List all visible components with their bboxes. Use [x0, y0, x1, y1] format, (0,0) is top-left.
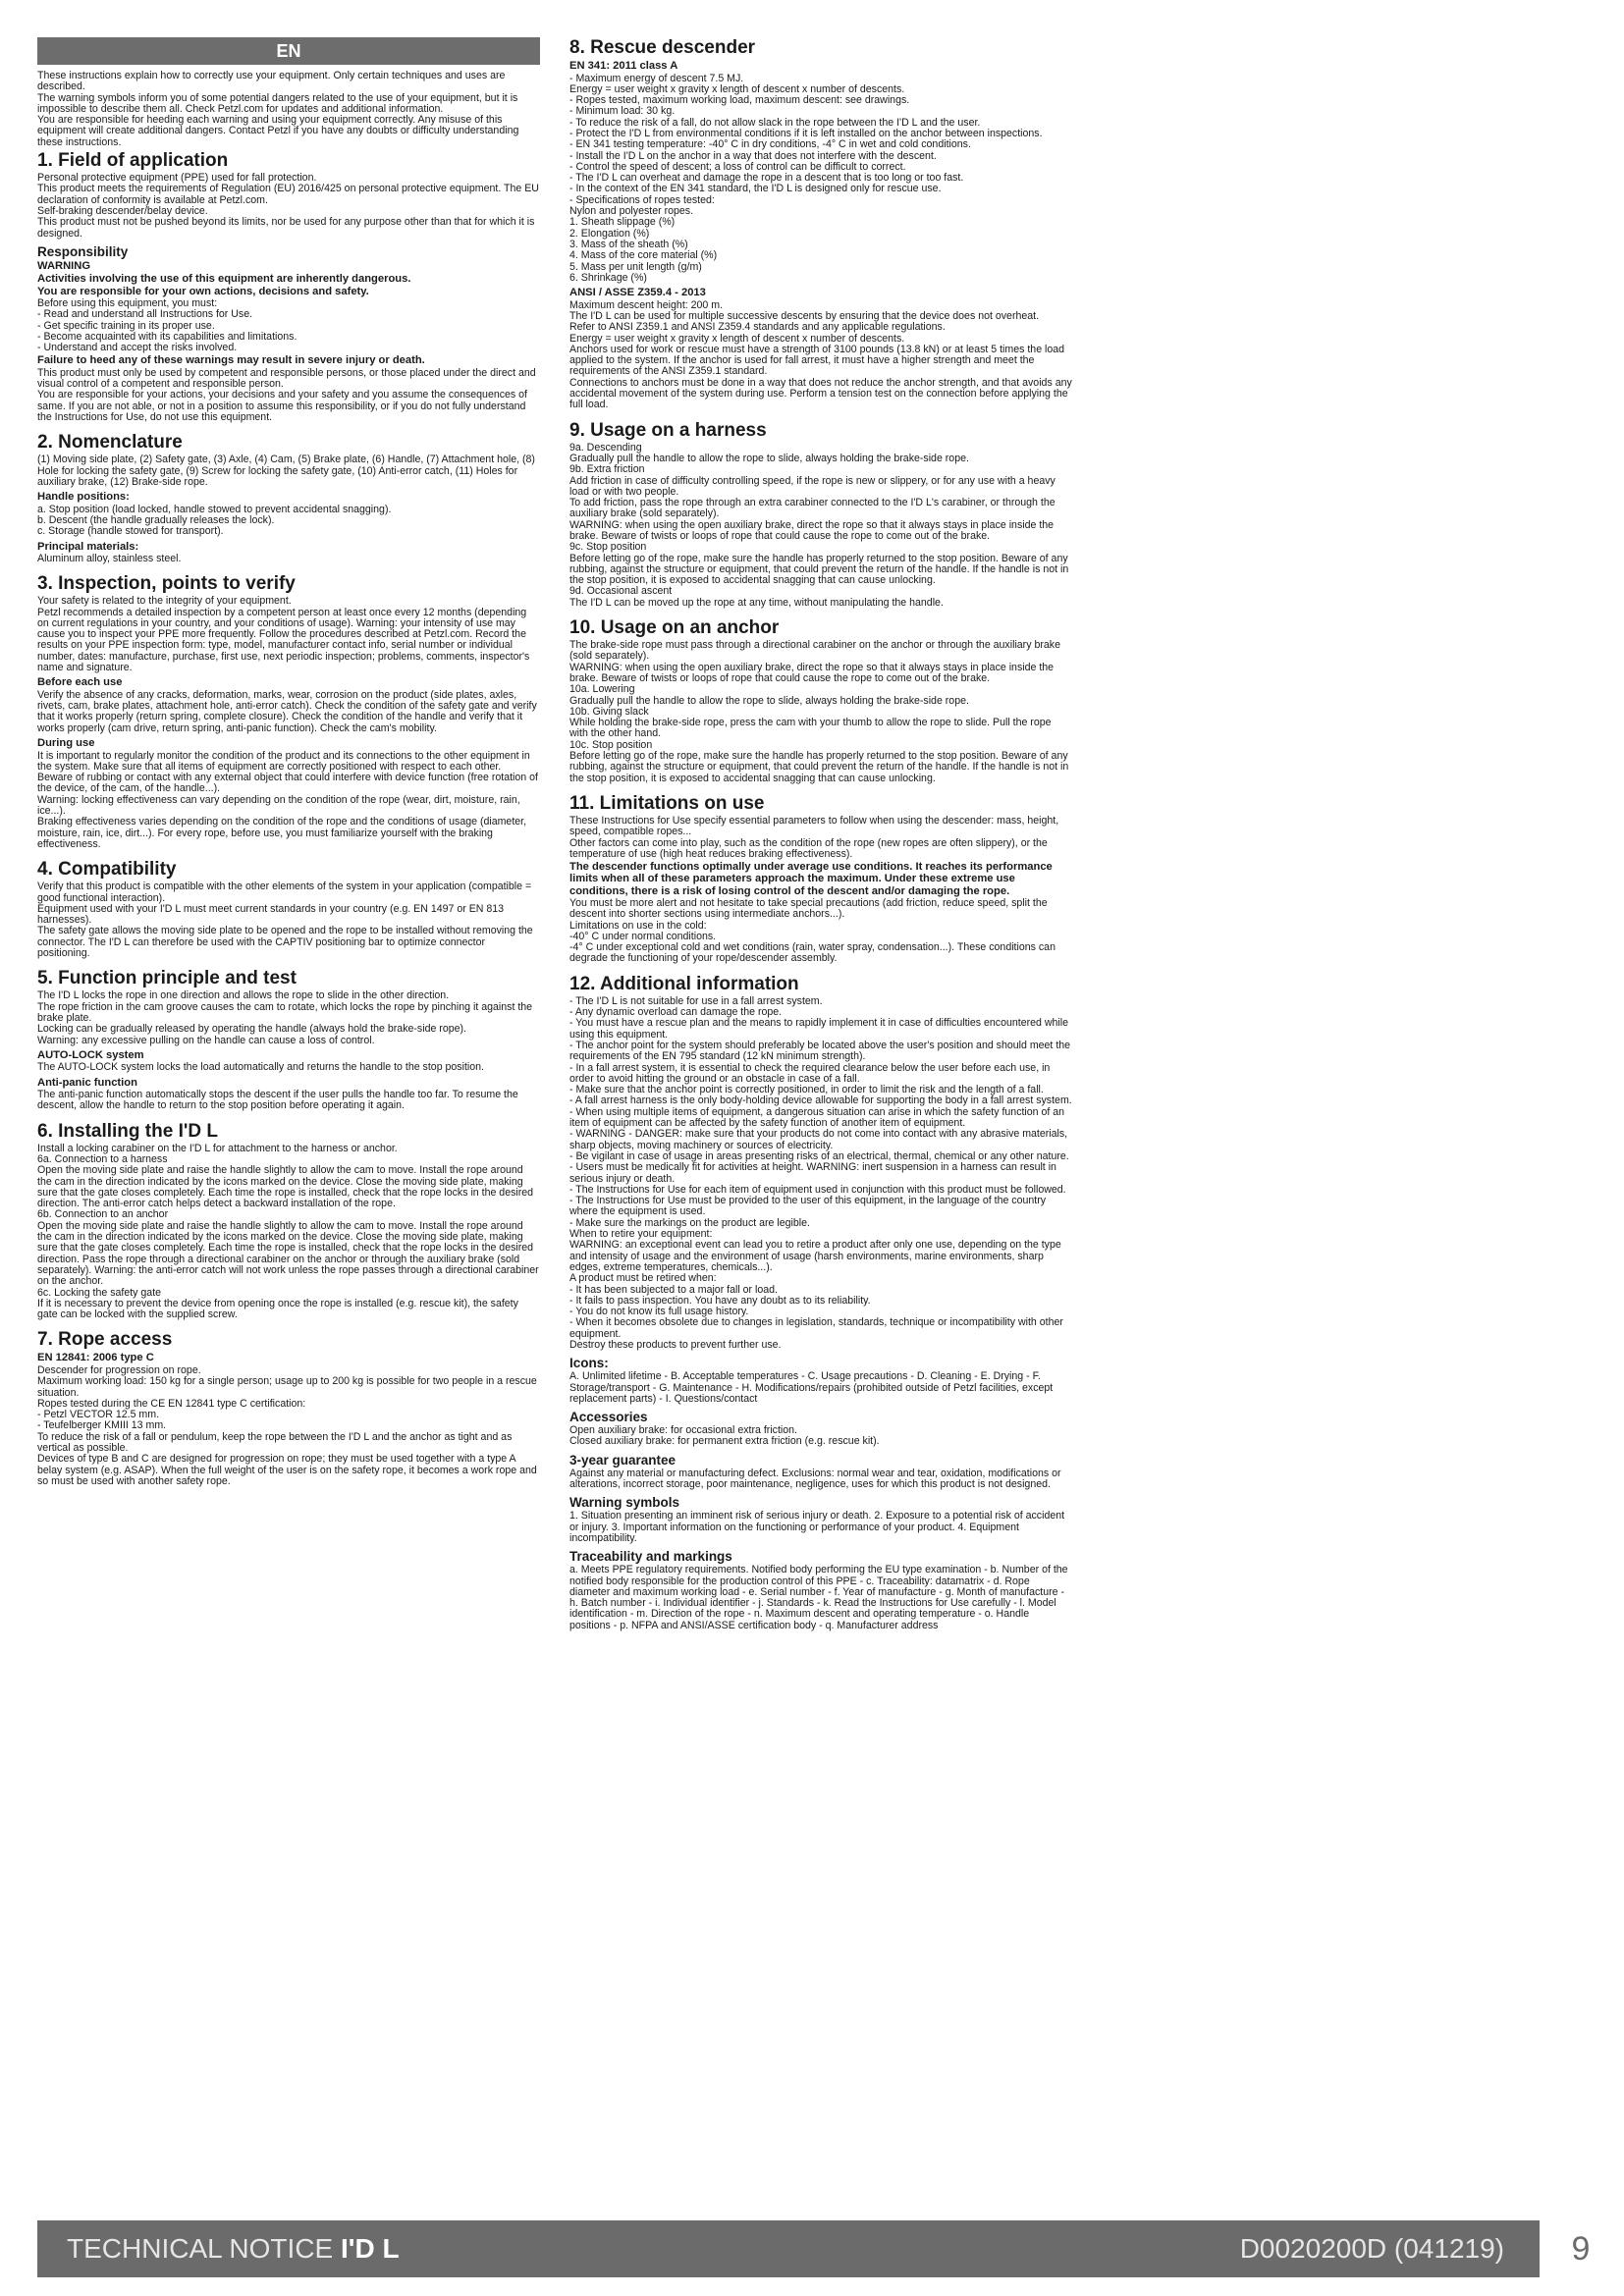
anchor-usage-body: The brake-side rope must pass through a directional carabiner on the anchor or through the auxiliary brake (sold separately). WARNING: when using the open auxiliary brake, direct the rope so that it always stays in place inside the brake. Beware of twists or loops of rope that could cause the rope to come out of the brake. 10a. Lowering Gradually pull the handle to allow the rope to slide, always holding the brake-side rope. 10b. Giving slack While holding the brake-side rope, press the cam with your thumb to allow the rope to slide. Pull the rope with the other hand. 10c. Stop position Before letting go of the rope, make sure the handle has properly returned to the stop position. Beware of any rubbing, against the structure or equipment, that could prevent the return of the handle. If the handle is not in the stop position, it is exposed to accidental snagging that can cause unlocking.	[569, 639, 1069, 784]
during-use-body: It is important to regularly monitor the condition of the product and its connections to the other equipment in the system. Make sure that all items of equipment are correctly positioned with respect to each other. Beware of rubbing or contact with any external object that could interfere with device function (free rotation of the device, of the cam, of the handle...). Warning: locking effectiveness can vary depending on the condition of the rope (wear, dirt, moisture, rain, ice...). Braking effectiveness varies depending on the condition of the rope and the conditions of usage (diameter, moisture, rain, ice, dirt...). For every rope, before use, you must familiarize yourself with the braking effectiveness.	[37, 749, 538, 850]
materials-title: Principal materials:	[37, 540, 139, 553]
autolock-body: The AUTO-LOCK system locks the load automatically and returns the handle to the stop position.	[37, 1061, 484, 1074]
limitations-warning: The descender functions optimally under average use conditions. It reaches its performance limits when all of these parameters approach the maximum. Under these extreme use conditions, there is a risk of losing control of the descent and/or damaging the rope.	[569, 861, 1053, 897]
document-reference: D0020200D (041219)	[1239, 2233, 1504, 2264]
right-column	[569, 37, 1072, 1632]
section-11-title: 11. Limitations on use	[569, 792, 765, 814]
section-6-title: 6. Installing the I'D L	[37, 1120, 218, 1142]
harness-usage-body: 9a. Descending Gradually pull the handle to allow the rope to slide, always holding the brake-side rope. 9b. Extra friction Add friction in case of difficulty controlling speed, if the rope is new or slippery, or for any use with a heavy load or with two people. To add friction, pass the rope through an extra carabiner connected to the I'D L's carabiner, or through the auxiliary brake (sold separately). WARNING: when using the open auxiliary brake, direct the rope so that it always stays in place inside the brake. Beware of twists or loops of rope that could cause the rope to come out of the brake. 9c. Stop position Before letting go of the rope, make sure the handle has properly returned to the stop position. Beware of any rubbing, against the structure or equipment, that could prevent the return of the handle. If the handle is not in the stop position, it is exposed to accidental snagging that can cause unlocking. 9d. Occasional ascent The I'D L can be moved up the rope at any time, without manipulating the handle.	[569, 441, 1069, 609]
inspection-body: Your safety is related to the integrity of your equipment. Petzl recommends a detailed inspection by a competent person at least once every 12 months (depending on current regulations in your country, and your conditions of usage). Warning: your intensity of use may cause you to inspect your PPE more frequently. Follow the procedures described at Petzl.com. Record the results on your PPE inspection form: type, model, manufacturer contact info, serial number or individual number, dates: manufacture, purchase, first use, next periodic inspection; problems, comments, inspector's name and signature.	[37, 595, 530, 674]
anti-panic-body: The anti-panic function automatically stops the descent if the user pulls the handle too far. To resume the descent, allow the handle to return to the stop position before operating it again.	[37, 1089, 518, 1112]
responsibility-body-2: This product must only be used by competent and responsible persons, or those placed under the direct and visual control of a competent and responsible person. You are responsible for your actions, your decisions and your safety and you assume the consequences of same. If you are not able, or not in a position to assume this responsibility, or if you do not fully understand the Instructions for Use, do not use this equipment.	[37, 366, 536, 423]
section-9-title: 9. Usage on a harness	[569, 419, 767, 441]
anti-panic-title: Anti-panic function	[37, 1076, 137, 1089]
section-10-title: 10. Usage on an anchor	[569, 617, 780, 639]
icons-title: Icons:	[569, 1356, 609, 1371]
ansi-title: ANSI / ASSE Z359.4 - 2013	[569, 287, 706, 299]
section-4-title: 4. Compatibility	[37, 859, 177, 881]
accessories-title: Accessories	[569, 1410, 648, 1425]
footer-product-name: I'D L	[341, 2233, 400, 2264]
footer-title	[67, 2232, 400, 2266]
before-use-title: Before each use	[37, 676, 123, 689]
section-1-title: 1. Field of application	[37, 150, 229, 172]
installing-body: Install a locking carabiner on the I'D L for attachment to the harness or anchor. 6a. Connection to a harness Open the moving side plate and raise the handle slightly to allow the cam to move. Install the rope around the cam in the direction indicated by the icons marked on the device. Close the moving side plate, making sure that the gate closes completely. Each time the rope is installed, check that the rope locks in the desired direction. The anti-error catch helps detect a backward installation of the rope. 6b. Connection to an anchor Open the moving side plate and raise the handle slightly to allow the cam to move. Install the rope around the cam in the direction indicated by the icons marked on the device. Close the moving side plate, making sure that the gate closes completely. Each time the rope is installed, check that the rope locks in the desired direction. Pass the rope through a directional carabiner on the anchor or through the auxiliary brake (sold separately). Warning: the anti-error catch will not work unless the rope passes through a directional carabiner on the anchor. 6c. Locking the safety gate If it is necessary to prevent the device from opening once the rope is installed (e.g. rescue kit), the safety gate can be locked with the supplied screw.	[37, 1142, 539, 1321]
autolock-title: AUTO-LOCK system	[37, 1048, 144, 1061]
function-body: The I'D L locks the rope in one direction and allows the rope to slide in the other direction. The rope friction in the cam groove causes the cam to rotate, which locks the rope by pinching it against the brake plate. Locking can be gradually released by operating the handle (always hold the brake-side rope). Warning: any excessive pulling on the handle can cause a loss of control.	[37, 989, 533, 1046]
footer-prefix: TECHNICAL NOTICE	[67, 2233, 341, 2264]
responsibility-body: Before using this equipment, you must: - Read and understand all Instructions for Use. - Get specific training in its proper use. - Become acquainted with its capabilities and limitations. - Understand and accept the risks involved.	[37, 296, 298, 354]
traceability-title: Traceability and markings	[569, 1549, 732, 1565]
rope-access-standard: EN 12841: 2006 type C	[37, 1352, 154, 1364]
warning-symbols-title: Warning symbols	[569, 1495, 680, 1511]
limitations-body: These Instructions for Use specify essential parameters to follow when using the descender: mass, height, speed, compatible ropes... Other factors can come into play, such as the condition of the rope (new ropes are often slippery), or the temperature of use (high heat reduces braking effectiveness).	[569, 814, 1059, 860]
section-5-title: 5. Function principle and test	[37, 968, 297, 989]
responsibility-title: Responsibility	[37, 243, 129, 259]
ansi-body: Maximum descent height: 200 m. The I'D L can be used for multiple successive descents by ensuring that the device does not overheat. Refer to ANSI Z359.1 and ANSI Z359.4 standards and any applicable regulations. Energy = user weight x gravity x length of descent x number of descents. Anchors used for work or rescue must have a strength of 3100 pounds (13.8 kN) or at least 5 times the load applied to the system. If the anchor is used for fall arrest, it must have a higher strength and meet the requirements of the ANSI Z359.1 standard. Connections to anchors must be done in a way that does not reduce the anchor strength, and that avoids any accidental movement of the system during use. Perform a tension test on the connection before applying the full load.	[569, 298, 1072, 411]
rope-access-body: Descender for progression on rope. Maximum working load: 150 kg for a single person; usage up to 200 kg is possible for two people in a rescue situation. Ropes tested during the CE EN 12841 type C certification: - Petzl VECTOR 12.5 mm. - Teufelberger KMIII 13 mm. To reduce the risk of a fall or pendulum, keep the rope between the I'D L and the anchor as tight and as vertical as possible. Devices of type B and C are designed for progression on rope; they must be used together with a type A belay system (e.g. ASAP). When the full weight of the user is on the safety rope, it becomes a work rope and so must be used with another safety rope.	[37, 1363, 537, 1487]
failure-warning: Failure to heed any of these warnings may result in severe injury or death.	[37, 354, 425, 367]
during-use-title: During use	[37, 737, 95, 750]
rescue-standard: EN 341: 2011 class A	[569, 60, 678, 72]
warning-symbols-body: 1. Situation presenting an imminent risk of serious injury or death. 2. Exposure to a potential risk of accident or injury. 3. Important information on the functioning or performance of your product. 4. Equipment incompatibility.	[569, 1510, 1065, 1544]
before-use-body: Verify the absence of any cracks, deformation, marks, wear, corrosion on the product (side plates, axles, rivets, cam, brake plates, attachment hole, anti-error catch). Check the condition of the safety gate and verify that it works properly (return spring, complete closure). Check the condition of the handle and verify that it works properly (cam drive, return spring, anti-panic function). Check the cam's mobility.	[37, 688, 537, 734]
footer-bar	[37, 2220, 1540, 2277]
page-number: 9	[1571, 2230, 1591, 2268]
section-1-body: Personal protective equipment (PPE) used for fall protection. This product meets the requirements of Regulation (EU) 2016/425 on personal protective equipment. The EU declaration of conformity is available at Petzl.com. Self-braking descender/belay device. This product must not be pushed beyond its limits, nor be used for any purpose other than that for which it is designed.	[37, 172, 539, 240]
icons-body: A. Unlimited lifetime - B. Acceptable temperatures - C. Usage precautions - D. Cleaning - E. Drying - F. Storage/transport - G. Maintenance - H. Modifications/repairs (prohibited outside of Petzl facilities, except replacement parts) - I. Questions/contact	[569, 1370, 1054, 1405]
handle-positions-body: a. Stop position (load locked, handle stowed to prevent accidental snagging). b. Descent (the handle gradually releases the lock). c. Storage (handle stowed for transport).	[37, 503, 392, 538]
accessories-body: Open auxiliary brake: for occasional extra friction. Closed auxiliary brake: for permanent extra friction (e.g. rescue kit).	[569, 1424, 880, 1448]
compatibility-body: Verify that this product is compatible with the other elements of the system in your application (compatible = good functional interaction). Equipment used with your I'D L must meet current standards in your country (e.g. EN 1497 or EN 813 harnesses). The safety gate allows the moving side plate to be opened and the rope to be installed without removing the connector. The I'D L can therefore be used with the CAPTIV positioning bar to optimize connector positioning.	[37, 881, 533, 960]
warning-text: Activities involving the use of this equipment are inherently dangerous. You are responsible for your own actions, decisions and safety.	[37, 273, 411, 297]
section-3-title: 3. Inspection, points to verify	[37, 573, 296, 595]
section-7-title: 7. Rope access	[37, 1329, 173, 1351]
limitations-body-2: You must be more alert and not hesitate to take special precautions (add friction, reduce speed, split the descent into shorter sections using intermediate anchors...). Limitations on use in the cold: -40° C under normal conditions. -4° C under exceptional cold and wet conditions (rain, water spray, condensation...). These conditions can degrade the functioning of your rope/descender assembly.	[569, 897, 1056, 965]
additional-info-body: - The I'D L is not suitable for use in a fall arrest system. - Any dynamic overload can damage the rope. - You must have a rescue plan and the means to rapidly implement it in case of difficulties encountered while using this equipment. - The anchor point for the system should preferably be located above the user's position and should meet the requirements of the EN 795 standard (12 kN minimum strength). - In a fall arrest system, it is essential to check the required clearance below the user before each use, in order to avoid hitting the ground or an obstacle in case of a fall. - Make sure that the anchor point is correctly positioned, in order to limit the risk and the length of a fall. - A fall arrest harness is the only body-holding device allowable for supporting the body in a fall arrest system. - When using multiple items of equipment, a dangerous situation can arise in which the safety function of an item of equipment can be affected by the safety function of another item of equipment. - WARNING - DANGER: make sure that your products do not come into contact with any abrasive materials, sharp objects, moving machinery or sources of electricity. - Be vigilant in case of usage in areas presenting risks of an electrical, thermal, chemical or any other nature. - Users must be medically fit for activities at height. WARNING: inert suspension in a harness can result in serious injury or death. - The Instructions for Use for each item of equipment used in conjunction with this product must be followed. - The Instructions for Use must be provided to the user of this equipment, in the language of the country where the equipment is used. - Make sure the markings on the product are legible. When to retire your equipment: WARNING: an exceptional event can lead you to retire a product after only one use, depending on the type and intensity of usage and the environment of usage (harsh environments, marine environments, sharp edges, extreme temperatures, chemicals...). A product must be retired when: - It has been subjected to a major fall or load. - It fails to pass inspection. You have any doubt as to its reliability. - You do not know its full usage history. - When it becomes obsolete due to changes in legislation, standards, technique or incompatibility with other equipment. Destroy these products to prevent further use.	[569, 994, 1072, 1351]
language-label: EN	[37, 37, 540, 65]
section-2-title: 2. Nomenclature	[37, 432, 183, 454]
guarantee-body: Against any material or manufacturing defect. Exclusions: normal wear and tear, oxidation, modifications or alterations, incorrect storage, poor maintenance, negligence, uses for which this product is not designed.	[569, 1467, 1061, 1491]
rescue-body: - Maximum energy of descent 7.5 MJ. Energy = user weight x gravity x length of descent x number of descents. - Ropes tested, maximum working load, maximum descent: see drawings. - Minimum load: 30 kg. - To reduce the risk of a fall, do not allow slack in the rope between the I'D L and the user. - Protect the I'D L from environmental conditions if it is left installed on the anchor between inspections. - EN 341 testing temperature: -40° C in dry conditions, -4° C in wet and cold conditions. - Install the I'D L on the anchor in a way that does not interfere with the descent. - Control the speed of descent; a loss of control can be difficult to correct. - The I'D L can overheat and damage the rope in a descent that is too long or too fast. - In the context of the EN 341 standard, the I'D L is designed only for rescue use. - Specifications of ropes tested: Nylon and polyester ropes. 1. Sheath slippage (%) 2. Elongation (%) 3. Mass of the sheath (%) 4. Mass of the core material (%) 5. Mass per unit length (g/m) 6. Shrinkage (%)	[569, 72, 1043, 284]
materials-body: Aluminum alloy, stainless steel.	[37, 553, 182, 564]
section-8-title: 8. Rescue descender	[569, 37, 756, 58]
left-column	[37, 37, 540, 1488]
intro-text: These instructions explain how to correctly use your equipment. Only certain techniques and uses are described. The warning symbols inform you of some potential dangers related to the use of your equipment, but it is impossible to describe them all. Check Petzl.com for updates and additional information. You are responsible for heeding each warning and using your equipment correctly. Any misuse of this equipment will create additional dangers. Contact Petzl if you have any doubts or difficulty understanding these instructions.	[37, 70, 519, 148]
traceability-body: a. Meets PPE regulatory requirements. Notified body performing the EU type examination - b. Number of the notified body responsible for the production control of this PPE - c. Traceability: datamatrix - d. Rope diameter and maximum working load - e. Serial number - f. Year of manufacture - g. Month of manufacture - h. Batch number - i. Individual identifier - j. Standards - k. Read the Instructions for Use carefully - l. Model identification - m. Direction of the rope - n. Maximum descent and operating temperature - o. Handle positions - p. NFPA and ANSI/ASSE certification body - q. Manufacturer address	[569, 1564, 1068, 1631]
nomenclature-list: (1) Moving side plate, (2) Safety gate, (3) Axle, (4) Cam, (5) Brake plate, (6) Handle, (7) Attachment hole, (8) Hole for locking the safety gate, (9) Screw for locking the safety gate, (10) Anti-error catch, (11) Holes for auxiliary brake, (12) Brake-side rope.	[37, 454, 535, 488]
warning-label: WARNING	[37, 259, 91, 272]
section-12-title: 12. Additional information	[569, 973, 799, 994]
guarantee-title: 3-year guarantee	[569, 1452, 677, 1468]
handle-positions-title: Handle positions:	[37, 491, 130, 504]
